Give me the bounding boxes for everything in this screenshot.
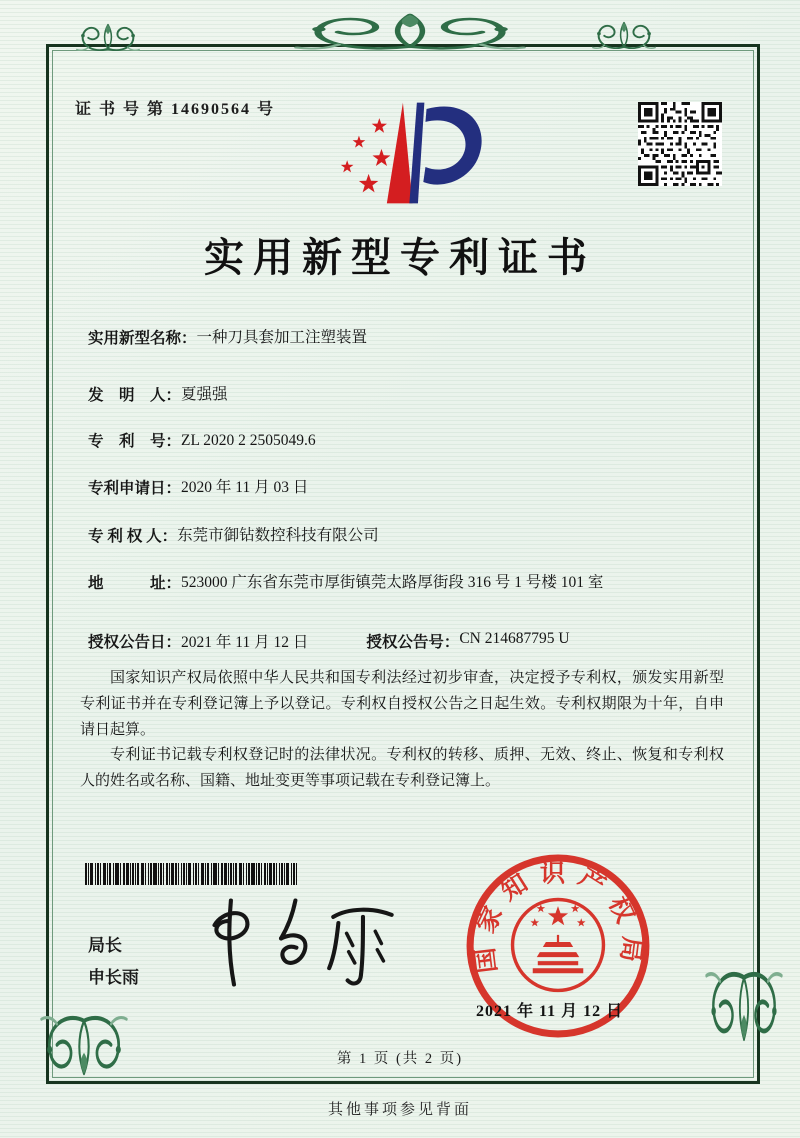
field-label: 发 明 人：: [88, 387, 182, 404]
field-inventor: [88, 383, 718, 407]
certificate-title: 实用新型专利证书: [204, 235, 596, 280]
back-side-note: 其他事项参见背面: [327, 1102, 472, 1118]
qr-code-icon: [638, 102, 722, 186]
director-name: 申长雨: [88, 968, 139, 988]
field-value: ZL 2020 2 2505049.6: [181, 432, 316, 449]
field-label: 专 利 号：: [88, 433, 182, 450]
field-value: 2020 年 11 月 03 日: [181, 479, 309, 496]
grant-date-value: 2021 年 11 月 12 日: [181, 634, 309, 651]
floral-ornament-bottom-right-icon: [698, 944, 790, 1056]
grant-row: [88, 630, 728, 652]
national-emblem-icon: [513, 900, 604, 991]
field-label: 专利申请日：: [88, 480, 182, 497]
barcode-icon: [85, 862, 297, 886]
field-patentee: [88, 524, 718, 548]
floral-ornament-top-right-icon: [586, 16, 662, 60]
director-block: [88, 930, 139, 995]
floral-ornament-bottom-left-icon: [32, 992, 136, 1088]
floral-ornament-top-left-icon: [70, 18, 146, 62]
page-number-info: 第 1 页 (共 2 页): [336, 1051, 464, 1067]
director-signature-handwriting: [192, 888, 407, 996]
field-value: 东莞市御钻数控科技有限公司: [177, 527, 379, 544]
seal-ring-text: 国家知识产权局: [469, 859, 647, 975]
field-address: [88, 571, 718, 595]
field-value: 523000 广东省东莞市厚街镇莞太路厚街段 316 号 1 号楼 101 室: [181, 574, 604, 591]
field-patent-name: [88, 326, 718, 350]
grant-number-label: 授权公告号：: [366, 634, 460, 651]
grant-date-pair: [88, 630, 308, 652]
legal-text-block: [80, 666, 724, 795]
floral-ornament-top-center-icon: [272, 6, 548, 64]
legal-paragraph-2: 专利证书记载专利权登记时的法律状况。专利权的转移、质押、无效、终止、恢复和专利权人的姓名或名称、国籍、地址变更等事项记载在专利登记簿上。: [80, 747, 724, 790]
certificate-number: 证 书 号 第 14690564 号: [75, 101, 276, 118]
field-value: 夏强强: [181, 386, 228, 403]
grant-number-pair: [366, 630, 569, 652]
field-label: 实用新型名称：: [88, 330, 197, 347]
field-label: 地 址：: [88, 575, 182, 592]
grant-number-value: CN 214687795 U: [459, 630, 570, 647]
field-filing-date: [88, 476, 718, 500]
field-value: 一种刀具套加工注塑装置: [196, 329, 368, 346]
field-patent-number: [88, 429, 718, 453]
legal-paragraph-1: 国家知识产权局依照中华人民共和国专利法经过初步审查，决定授予专利权，颁发实用新型专利证书并在专利登记簿上予以登记。专利权自授权公告之日起生效。专利权期限为十年，自申请日起算。: [80, 670, 724, 738]
cnipa-logo-icon: [318, 94, 490, 212]
field-label: 专 利 权 人：: [88, 528, 178, 545]
grant-date-label: 授权公告日：: [88, 634, 182, 651]
director-title: 局长: [88, 936, 122, 955]
seal-date: 2021 年 11 月 12 日: [476, 1003, 624, 1020]
